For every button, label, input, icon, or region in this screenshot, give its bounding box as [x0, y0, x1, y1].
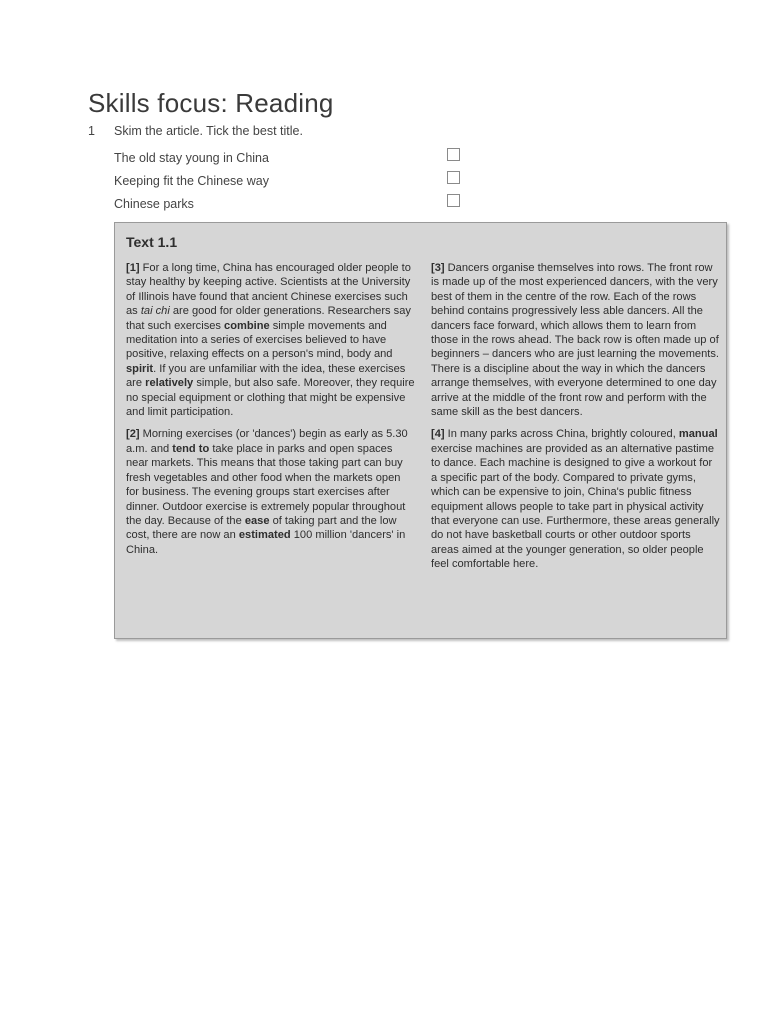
key-word: estimated — [238, 529, 291, 542]
paragraph-marker: [4] — [431, 428, 445, 441]
key-word: ease — [244, 514, 270, 527]
text-box — [114, 222, 727, 639]
title-options — [114, 146, 474, 215]
option-label: Keeping fit the Chinese way — [114, 173, 269, 188]
page-title: Skills focus: Reading — [88, 88, 334, 118]
paragraph-1: [1] For a long time, China has encouraged older people to stay healthy by keeping active. Scientists at the University of Illinois have found that ancient Chinese exercises such as tai chi are good for older generations. Researchers say that such exercises combine simple movements and meditation into a series of exercises believed to have positive, relaxing effects on a person's mind, body and spirit. If you are unfamiliar with the idea, these exercises are relatively simple, but also safe. Moreover, they require no special equipment or clothing that might be expensive and limit participation. — [126, 262, 415, 419]
option-checkbox[interactable] — [447, 194, 460, 207]
option-label: The old stay young in China — [114, 150, 269, 165]
paragraph-marker: [3] — [431, 262, 445, 274]
option-row — [114, 192, 474, 215]
question-1 — [88, 124, 303, 138]
paragraph-4: [4] In many parks across China, brightly coloured, manual exercise machines are provided as an alternative pastime to dance. Each machine is designed to give a workout for a specific part of the body. Compared to private gyms, which can be expensive to join, China's public fitness equipment allows people to take part in physical activity that everyone can use. Furthermore, these areas generally do not have basketball courts or other outdoor sports areas aimed at the younger generation, so older people feel comfortable here. — [431, 428, 720, 571]
text-column-right — [431, 261, 721, 580]
option-row — [114, 169, 474, 192]
key-word: spirit — [126, 362, 154, 375]
option-label: Chinese parks — [114, 196, 194, 211]
key-word: manual — [678, 428, 718, 441]
paragraph-marker: [1] — [126, 262, 140, 274]
paragraph-2: [2] Morning exercises (or 'dances') begin as early as 5.30 a.m. and tend to take place in parks and open spaces near markets. This means that those taking part can buy fresh vegetables and other food when the markets open for business. The evening groups start exercises after dinner. Outdoor exercise is extremely popular throughout the day. Because of the ease of taking part and the low cost, there are now an estimated 100 million 'dancers' in China. — [126, 428, 408, 556]
italic-term: tai chi — [140, 305, 170, 318]
question-text: Skim the article. Tick the best title. — [114, 124, 303, 138]
option-checkbox[interactable] — [447, 171, 460, 184]
paragraph-marker: [2] — [126, 428, 140, 441]
text-column-left — [126, 261, 416, 565]
paragraph-3: [3] Dancers organise themselves into rows. The front row is made up of the most experienced dancers, with the very best of them in the centre of the row. Each of the rows behind contains progressively less able dancers. All the dancers face forward, which allows them to learn from those in the rows ahead. The back row is often made up of beginners – dancers who are just learning the movements. There is a discipline about the way in which the dancers arrange themselves, with everyone determined to one day arrive at the middle of the front row and perform with the same skill as the best dancers. — [431, 262, 719, 419]
question-number: 1 — [88, 124, 95, 138]
option-checkbox[interactable] — [447, 148, 460, 161]
key-word: combine — [224, 319, 270, 332]
key-word: relatively — [145, 377, 194, 390]
text-title: Text 1.1 — [126, 234, 178, 250]
key-word: tend to — [172, 442, 210, 455]
option-row — [114, 146, 474, 169]
